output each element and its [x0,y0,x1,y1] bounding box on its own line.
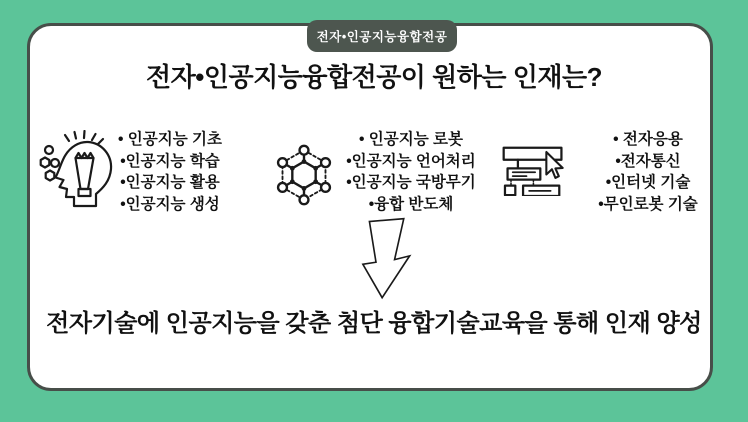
list-item: •융합 반도체 [368,195,454,213]
sitemap-cursor-icon [502,146,570,196]
slide-title: 전자•인공지능융합전공이 원하는 인재는? [146,62,602,92]
column-list-ai-basics [100,129,240,215]
conclusion-text: 전자기술에 인공지능을 갖춘 첨단 융합기술교육을 통해 인재 양성 [46,310,702,337]
list-item: • 전자응용 [613,131,683,148]
molecule-icon [276,144,332,206]
list-item: •인공지능 국방무기 [346,174,476,191]
down-arrow-icon [358,216,414,300]
column-list-ai-applications [335,129,487,215]
list-item: •인공지능 학습 [120,152,220,170]
list-item: • 인공지능 로봇 [359,131,463,148]
department-badge-label: 전자•인공지능융합전공 [316,30,448,44]
list-item: • 인공지능 기초 [118,131,222,148]
column-list-electronics [578,129,718,215]
list-item: •인공지능 생성 [120,195,220,213]
list-item: •인터넷 기술 [605,174,691,191]
list-item: •인공지능 언어처리 [346,152,476,170]
department-badge [307,20,457,52]
list-item: •전자통신 [615,152,681,170]
list-item: •무인로봇 기술 [598,195,698,213]
list-item: •인공지능 활용 [120,174,220,191]
